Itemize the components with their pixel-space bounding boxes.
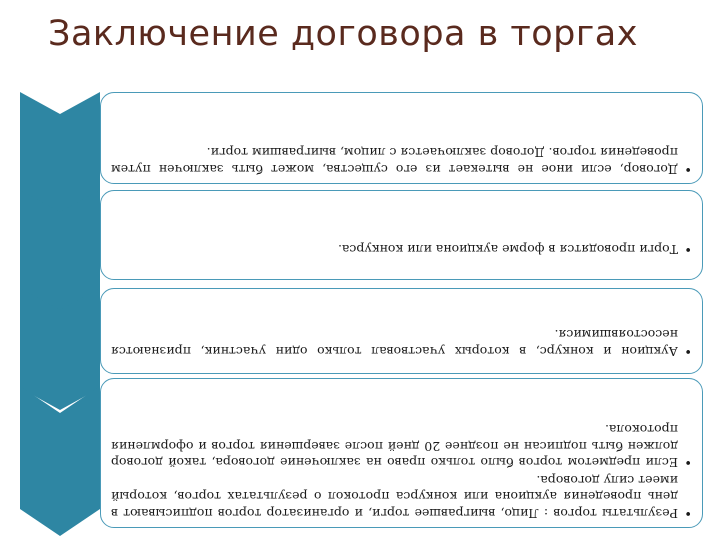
statement-card-4	[100, 378, 703, 528]
statement-row	[111, 144, 692, 177]
bullet-icon: •	[684, 241, 692, 256]
chevron-marker-1	[20, 92, 100, 214]
statement-card-3	[100, 288, 703, 374]
statement-row	[111, 471, 692, 521]
statement-text: Аукцион и конкурс, в которых участвовал только один участник, признаются несостоявшимися.	[111, 327, 678, 359]
bullet-icon: •	[684, 505, 692, 520]
statement-card-1	[100, 92, 703, 184]
bullet-icon: •	[684, 161, 692, 176]
statement-text: Торги проводятся в форме аукциона или конкурса.	[337, 242, 678, 257]
statement-text: Если предметом торгов было только право на заключение договора, такой договор должен быть подписан не позднее 20 дней после завершения торгов и оформления протокола.	[111, 422, 678, 471]
statement-card-2	[100, 190, 703, 280]
bullet-icon: •	[684, 343, 692, 358]
statement-text: Результаты торгов : Лицо, выигравшее торги, и организатор торгов подписывают в день проведения аукциона или конкурса протокол о результатах торгов, который имеет силу договора.	[111, 472, 678, 521]
statement-row	[111, 240, 692, 257]
bullet-icon: •	[684, 454, 692, 470]
statement-row	[111, 420, 692, 470]
statement-text: Договор, если иное не вытекает из его существа, может быть заключен путем проведения торгов. Договор заключается с лицом, выигравшим торги.	[111, 145, 678, 177]
slide-title: Заключение договора в торгах	[48, 14, 638, 54]
statement-row	[111, 326, 692, 359]
